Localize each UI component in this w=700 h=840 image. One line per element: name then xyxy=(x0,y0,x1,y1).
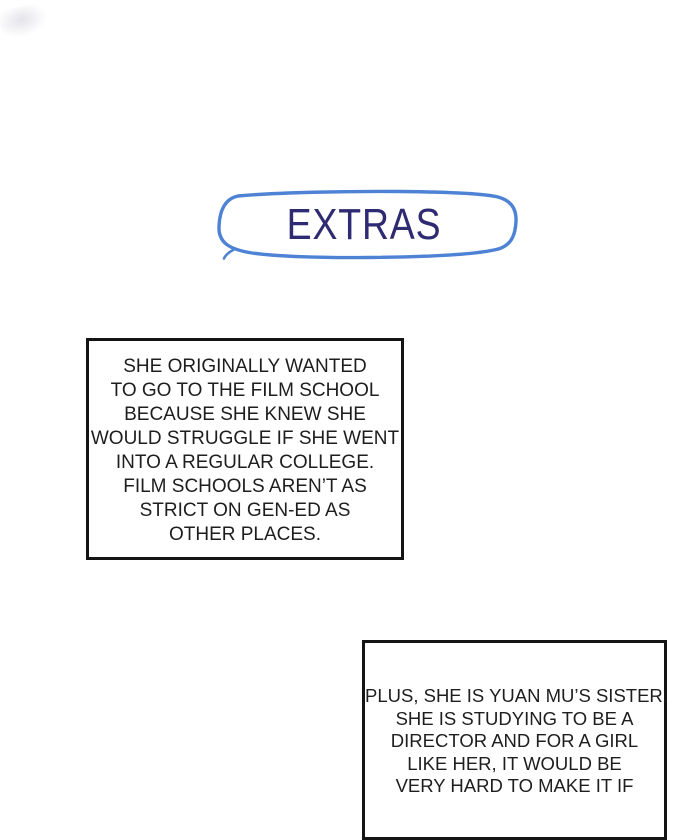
narration-line: STRICT ON GEN-ED AS xyxy=(139,500,351,521)
narration-line: OTHER PLACES. xyxy=(168,524,322,545)
badge-label-wrap xyxy=(206,186,522,262)
narration-line: FILM SCHOOLS AREN’T AS xyxy=(123,476,367,497)
narration-line: LIKE HER, IT WOULD BE xyxy=(407,752,622,774)
extras-title-text: EXTRAS xyxy=(286,200,442,249)
narration-line: WOULD STRUGGLE IF SHE WENT xyxy=(90,428,400,449)
extras-title-badge xyxy=(206,186,522,262)
narration-line: INTO A REGULAR COLLEGE. xyxy=(115,452,375,473)
narration-line: SHE IS STUDYING TO BE A xyxy=(395,707,634,729)
narration-line: SHE ORIGINALLY WANTED xyxy=(123,356,367,377)
narration-line: BECAUSE SHE KNEW SHE xyxy=(124,404,366,425)
narration-line: TO GO TO THE FILM SCHOOL xyxy=(110,380,380,401)
narration-box-film-school xyxy=(86,338,404,560)
narration-line: DIRECTOR AND FOR A GIRL xyxy=(390,730,639,751)
narration-line: PLUS, SHE IS YUAN MU’S SISTER. xyxy=(365,685,668,706)
narration-box-yuan-mu-sister xyxy=(362,640,667,840)
corner-smudge xyxy=(0,1,51,40)
narration-line: VERY HARD TO MAKE IT IF xyxy=(395,775,634,796)
